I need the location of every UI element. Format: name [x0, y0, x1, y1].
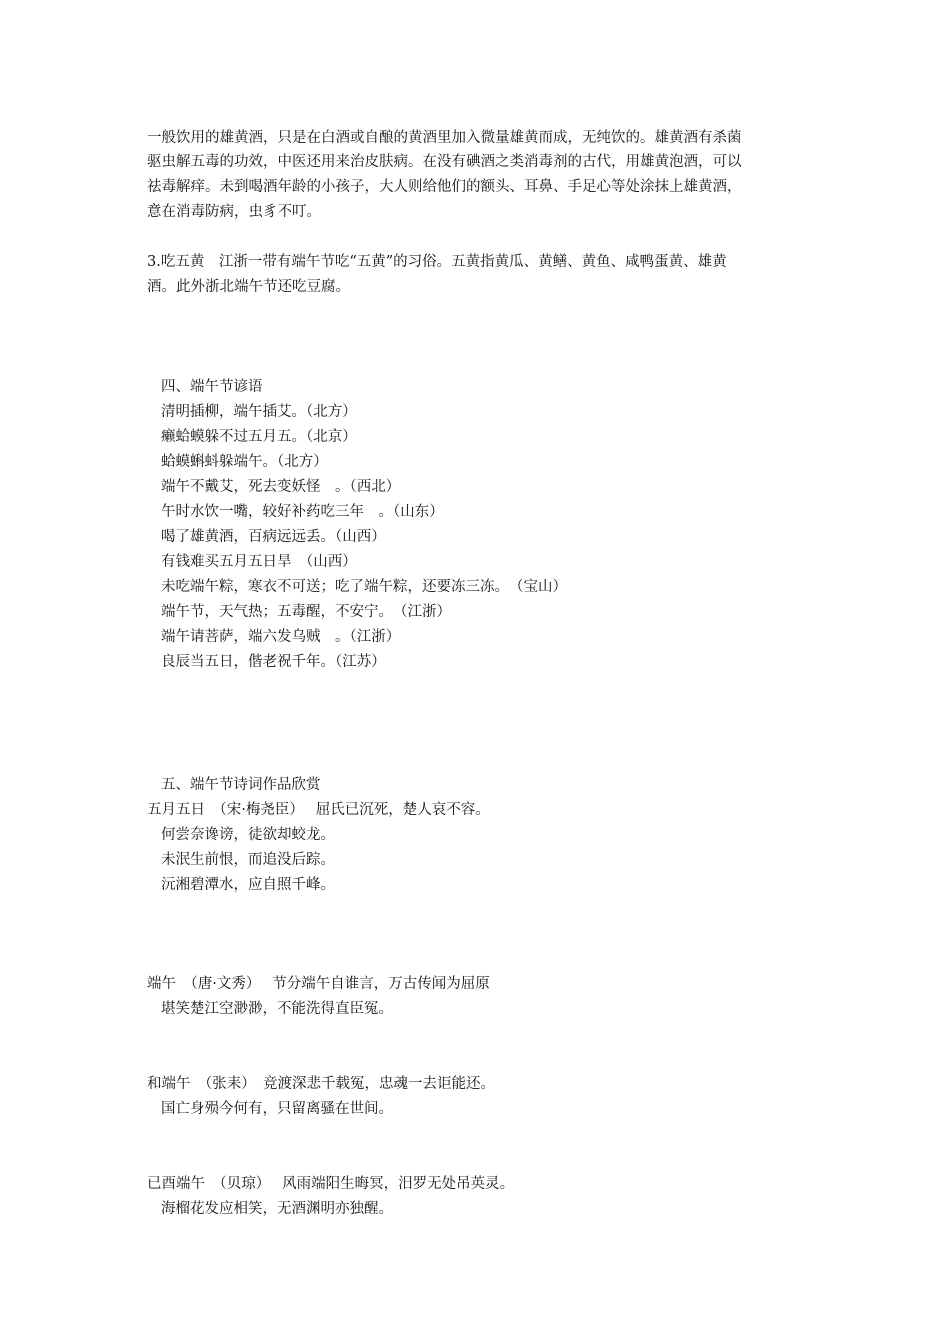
- proverb-item: 喝了雄黄酒，百病远远丢。（山西）: [161, 529, 386, 545]
- proverb-item: 端午节，天气热；五毒醒，不安宁。 （江浙）: [161, 604, 451, 620]
- poem-line: 堪笑楚江空渺渺，不能洗得直臣冤。: [161, 1001, 393, 1017]
- intro-line: 驱虫解五毒的功效，中医还用来治皮肤病。在没有碘酒之类消毒剂的古代，用雄黄泡酒，可以: [147, 154, 742, 170]
- poem-line: 国亡身殒今何有，只留离骚在世间。: [161, 1101, 393, 1117]
- wuhuang-line: 3.吃五黄 江浙一带有端午节吃“五黄”的习俗。五黄指黄瓜、黄鳝、黄鱼、咸鸭蛋黄、雄黄: [147, 254, 727, 270]
- proverb-item: 癞蛤蟆躲不过五月五。（北京）: [161, 429, 357, 445]
- proverb-item: 端午请菩萨，端六发乌贼 。（江浙）: [161, 629, 401, 645]
- poem-line: 何尝奈谗谤，徒欲却蛟龙。: [161, 827, 335, 843]
- intro-line: 祛毒解痒。未到喝酒年龄的小孩子，大人则给他们的额头、耳鼻、手足心等处涂抹上雄黄酒，: [147, 179, 742, 195]
- proverb-item: 蛤蟆蝌蚪躲端午。（北方）: [161, 454, 328, 470]
- poem-line: 沅湘碧潭水，应自照千峰。: [161, 877, 335, 893]
- intro-line: 意在消毒防病，虫豸不叮。: [147, 204, 321, 220]
- proverb-item: 午时水饮一嘴，较好补药吃三年 。（山东）: [161, 504, 444, 520]
- proverb-item: 端午不戴艾，死去变妖怪 。（西北）: [161, 479, 401, 495]
- poem-title-line: 端午 （唐·文秀） 节分端午自谁言，万古传闻为屈原: [147, 976, 490, 992]
- poem-line: 未泯生前恨，而追没后踪。: [161, 852, 335, 868]
- poem-title-line: 五月五日 （宋·梅尧臣） 屈氏已沉死，楚人哀不容。: [147, 802, 490, 818]
- poem-title-line: 和端午 （张耒） 竞渡深悲千载冤，忠魂一去讵能还。: [147, 1076, 495, 1092]
- wuhuang-line: 酒。此外浙北端午节还吃豆腐。: [147, 279, 350, 295]
- proverb-item: 清明插柳，端午插艾。（北方）: [161, 404, 357, 420]
- poem-title-line: 已酉端午 （贝琼） 风雨端阳生晦冥，汨罗无处吊英灵。: [147, 1176, 515, 1192]
- proverb-item: 有钱难买五月五日旱 （山西）: [161, 554, 357, 570]
- poems-heading: 五、端午节诗词作品欣赏: [161, 777, 321, 793]
- poem-line: 海榴花发应相笑，无酒渊明亦独醒。: [161, 1201, 393, 1217]
- proverb-item: 良辰当五日，偕老祝千年。（江苏）: [161, 654, 386, 670]
- intro-line: 一般饮用的雄黄酒，只是在白酒或自酿的黄酒里加入微量雄黄而成，无纯饮的。雄黄酒有杀菌: [147, 130, 742, 146]
- proverb-item: 未吃端午粽，寒衣不可送；吃了端午粽，还要冻三冻。 （宝山）: [161, 579, 567, 595]
- proverbs-heading: 四、端午节谚语: [161, 379, 263, 395]
